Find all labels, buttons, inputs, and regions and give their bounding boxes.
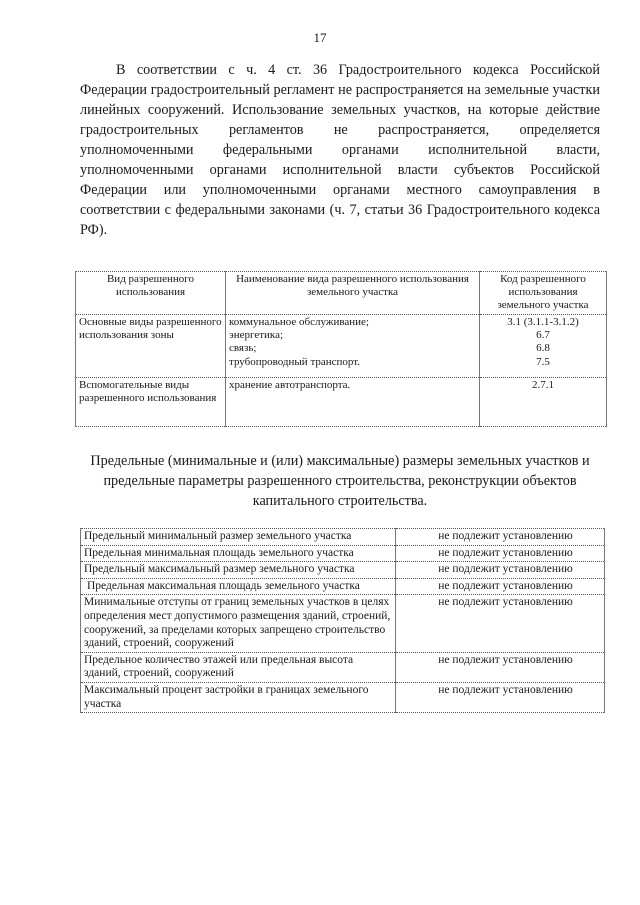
param-cell: Предельный минимальный размер земельного участка [81, 529, 396, 546]
value-cell: не подлежит установлению [396, 562, 605, 579]
value-cell: не подлежит установлению [396, 545, 605, 562]
limits-heading: Предельные (минимальные и (или) максимальные) размеры земельных участков и предельные параметры разрешенного строительства, реконструкции объектов капитального строительства. [90, 453, 590, 509]
page-number: 17 [313, 30, 327, 45]
table-row [81, 529, 605, 546]
param-cell: Предельное количество этажей или предельная высота зданий, строений, сооружений [81, 652, 396, 682]
table-row [81, 682, 605, 712]
value-cell: не подлежит установлению [396, 578, 605, 595]
use-name: хранение автотранспорта. [229, 379, 351, 391]
header-use-name: Наименование вида разрешенного использования земельного участка [226, 272, 480, 315]
use-codes-cell [480, 378, 607, 427]
use-code: 2.7.1 [532, 379, 554, 391]
table-row [76, 315, 607, 378]
table-row [81, 595, 605, 652]
use-code: 6.8 [536, 342, 550, 355]
header-use-kind: Вид разрешенного использования [76, 272, 226, 315]
use-code: 7.5 [536, 355, 550, 368]
use-names-cell [226, 315, 480, 378]
intro-paragraph: В соответствии с ч. 4 ст. 36 Градостроительного кодекса Российской Федерации градостроительный регламент не распространяется на земельные участки линейных сооружений. Использование земельных участков, на которые действие градостроительных регламентов не распространяется, определяется уполномоченными федеральными органами исполнительной власти, уполномоченными органами исполнительной власти субъектов Российской Федерации или уполномоченными органами местного самоуправления в соответствии с федеральными законами (ч. 7, статьи 36 Градостроительного кодекса РФ). [80, 62, 600, 238]
header-use-code: Код разрешенного использования земельного участка [480, 272, 607, 315]
table-row [81, 545, 605, 562]
value-cell: не подлежит установлению [396, 595, 605, 652]
use-name: коммунальное обслуживание; [229, 316, 369, 328]
param-cell: Минимальные отступы от границ земельных участков в целях определения мест допустимого размещения зданий, строений, сооружений, за пределами которых запрещено строительство зданий, строений, сооружений [81, 595, 396, 652]
permitted-use-table [75, 271, 607, 427]
use-code: 3.1 (3.1.1-3.1.2) [507, 316, 579, 328]
use-names-cell [226, 378, 480, 427]
table-row [81, 578, 605, 595]
limits-table [80, 528, 605, 713]
table-row [81, 652, 605, 682]
use-codes-cell [480, 315, 607, 378]
use-name: связь; [229, 342, 257, 355]
value-cell: не подлежит установлению [396, 682, 605, 712]
use-kind-cell: Основные виды разрешенного использования зоны [76, 315, 226, 378]
param-cell: Предельная максимальная площадь земельного участка [81, 578, 396, 595]
table-row [76, 378, 607, 427]
use-name: трубопроводный транспорт. [229, 355, 361, 368]
param-cell: Предельная минимальная площадь земельного участка [81, 545, 396, 562]
use-kind-cell: Вспомогательные виды разрешенного использования [76, 378, 226, 427]
table-row [81, 562, 605, 579]
value-cell: не подлежит установлению [396, 529, 605, 546]
param-cell: Предельный максимальный размер земельного участка [81, 562, 396, 579]
param-cell: Максимальный процент застройки в границах земельного участка [81, 682, 396, 712]
permitted-use-header-row [76, 272, 607, 315]
use-name: энергетика; [229, 329, 284, 342]
value-cell: не подлежит установлению [396, 652, 605, 682]
use-code: 6.7 [536, 329, 550, 342]
